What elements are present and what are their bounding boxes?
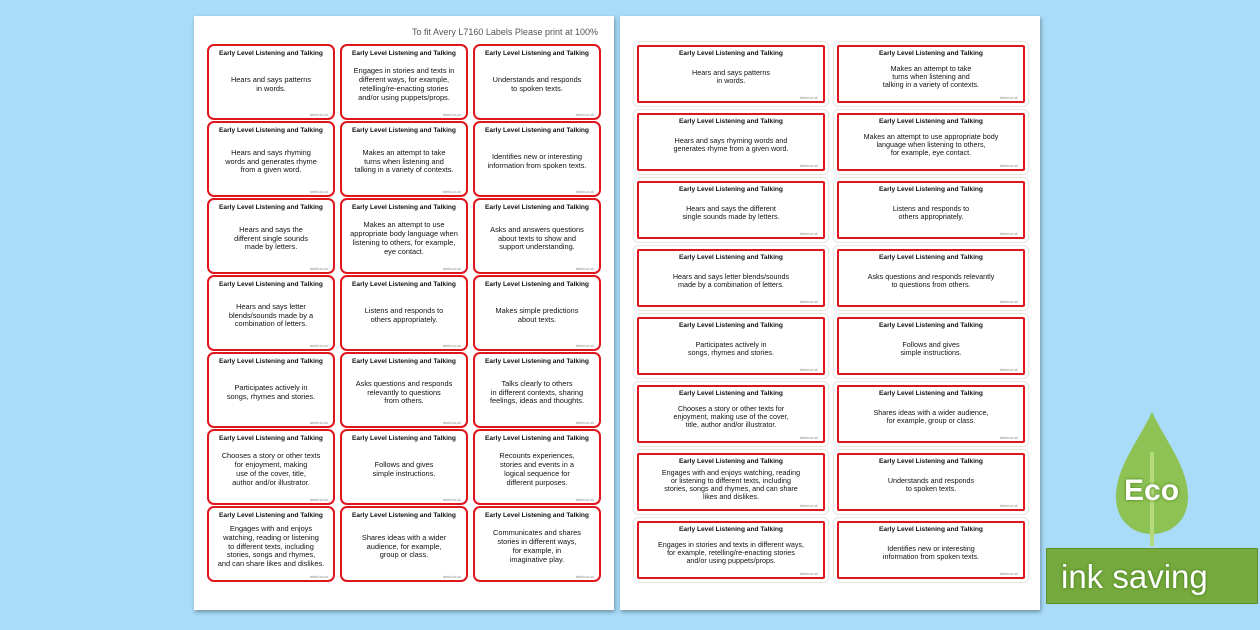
card-watermark: twinkl.co.uk xyxy=(309,344,328,348)
card-watermark: twinkl.co.uk xyxy=(799,572,818,576)
card-title: Early Level Listening and Talking xyxy=(219,512,323,519)
card-title: Early Level Listening and Talking xyxy=(679,50,783,57)
label-card xyxy=(637,113,825,171)
card-text: Makes an attempt to take turns when listening and talking in a variety of contexts. xyxy=(354,147,454,175)
label-card xyxy=(473,429,601,505)
card-title: Early Level Listening and Talking xyxy=(679,254,783,261)
card-text: Hears and says rhyming words and generates rhyme from a given word. xyxy=(225,147,317,175)
card-title: Early Level Listening and Talking xyxy=(219,358,323,365)
card-watermark: twinkl.co.uk xyxy=(575,190,594,194)
card-watermark: twinkl.co.uk xyxy=(309,190,328,194)
card-watermark: twinkl.co.uk xyxy=(575,421,594,425)
label-card xyxy=(637,181,825,239)
card-watermark: twinkl.co.uk xyxy=(999,572,1018,576)
card-title: Early Level Listening and Talking xyxy=(219,50,323,57)
card-watermark: twinkl.co.uk xyxy=(442,575,461,579)
card-watermark: twinkl.co.uk xyxy=(442,113,461,117)
card-text: Talks clearly to others in different contexts, sharing feelings, ideas and thoughts. xyxy=(489,378,585,406)
card-title: Early Level Listening and Talking xyxy=(219,281,323,288)
card-watermark: twinkl.co.uk xyxy=(575,344,594,348)
card-watermark: twinkl.co.uk xyxy=(999,300,1018,304)
card-text: Asks questions and responds relevantly to questions from others. xyxy=(355,378,453,406)
label-card xyxy=(340,506,468,582)
card-title: Early Level Listening and Talking xyxy=(485,358,589,365)
card-watermark: twinkl.co.uk xyxy=(442,421,461,425)
label-card xyxy=(207,44,335,120)
label-card xyxy=(637,521,825,579)
card-text: Engages with and enjoys watching, reading or listening to different texts, including stories, songs and rhymes, and can share likes and dislikes. xyxy=(217,523,325,569)
label-card xyxy=(837,249,1025,307)
label-card xyxy=(637,249,825,307)
print-note: To fit Avery L7160 Labels Please print at 100% xyxy=(412,27,598,37)
label-card xyxy=(207,121,335,197)
card-text: Hears and says patterns in words. xyxy=(692,67,770,85)
label-card xyxy=(207,352,335,428)
card-text: Chooses a story or other texts for enjoyment, making use of the cover, title, author and/or illustrator. xyxy=(673,403,789,430)
card-title: Early Level Listening and Talking xyxy=(679,458,783,465)
card-watermark: twinkl.co.uk xyxy=(799,368,818,372)
label-card xyxy=(837,113,1025,171)
label-sheet-2-column xyxy=(620,16,1040,610)
card-text: Makes an attempt to take turns when listening and talking in a variety of contexts. xyxy=(882,63,980,90)
label-card xyxy=(207,275,335,351)
card-text: Hears and says rhyming words and generates rhyme from a given word. xyxy=(673,135,789,153)
card-watermark: twinkl.co.uk xyxy=(799,164,818,168)
card-watermark: twinkl.co.uk xyxy=(442,498,461,502)
label-card xyxy=(340,44,468,120)
card-title: Early Level Listening and Talking xyxy=(879,458,983,465)
card-text: Identifies new or interesting information from spoken texts. xyxy=(487,152,587,170)
card-text: Identifies new or interesting information from spoken texts. xyxy=(882,543,980,561)
label-card xyxy=(637,317,825,375)
label-card xyxy=(473,352,601,428)
card-title: Early Level Listening and Talking xyxy=(352,281,456,288)
card-title: Early Level Listening and Talking xyxy=(879,254,983,261)
card-title: Early Level Listening and Talking xyxy=(679,390,783,397)
card-title: Early Level Listening and Talking xyxy=(485,281,589,288)
card-watermark: twinkl.co.uk xyxy=(999,232,1018,236)
card-watermark: twinkl.co.uk xyxy=(309,267,328,271)
card-title: Early Level Listening and Talking xyxy=(352,127,456,134)
card-text: Listens and responds to others appropriately. xyxy=(364,306,444,324)
card-text: Listens and responds to others appropriately. xyxy=(892,203,970,221)
card-watermark: twinkl.co.uk xyxy=(799,436,818,440)
label-card xyxy=(637,453,825,511)
label-card xyxy=(473,506,601,582)
label-card xyxy=(207,506,335,582)
card-text: Hears and says patterns in words. xyxy=(230,75,312,93)
card-watermark: twinkl.co.uk xyxy=(999,96,1018,100)
card-title: Early Level Listening and Talking xyxy=(485,127,589,134)
card-title: Early Level Listening and Talking xyxy=(679,186,783,193)
card-title: Early Level Listening and Talking xyxy=(352,204,456,211)
card-text: Asks and answers questions about texts to show and support understanding. xyxy=(490,224,584,252)
card-text: Understands and responds to spoken texts. xyxy=(887,475,975,493)
card-title: Early Level Listening and Talking xyxy=(879,118,983,125)
card-title: Early Level Listening and Talking xyxy=(352,512,456,519)
card-text: Participates actively in songs, rhymes and stories. xyxy=(226,383,316,401)
card-text: Hears and says the different single sounds made by letters. xyxy=(682,203,780,221)
label-card xyxy=(837,453,1025,511)
card-text: Shares ideas with a wider audience, for example, group or class. xyxy=(361,532,447,560)
card-watermark: twinkl.co.uk xyxy=(309,575,328,579)
card-watermark: twinkl.co.uk xyxy=(999,368,1018,372)
card-text: Follows and gives simple instructions. xyxy=(372,460,436,478)
card-title: Early Level Listening and Talking xyxy=(219,127,323,134)
label-card xyxy=(207,198,335,274)
card-watermark: twinkl.co.uk xyxy=(309,421,328,425)
ink-saving-label: ink saving xyxy=(1061,558,1208,595)
card-title: Early Level Listening and Talking xyxy=(485,435,589,442)
label-card xyxy=(340,429,468,505)
card-watermark: twinkl.co.uk xyxy=(575,267,594,271)
label-card xyxy=(837,385,1025,443)
card-text: Makes an attempt to use appropriate body language when listening to others, for example, eye contact. xyxy=(350,220,458,256)
card-text: Hears and says the different single sounds made by letters. xyxy=(234,224,308,252)
card-text: Makes an attempt to use appropriate body language when listening to others, for example, eye contact. xyxy=(863,131,999,158)
label-card xyxy=(637,45,825,103)
card-title: Early Level Listening and Talking xyxy=(485,512,589,519)
card-title: Early Level Listening and Talking xyxy=(679,526,783,533)
label-card xyxy=(837,181,1025,239)
card-text: Hears and says letter blends/sounds made by a combination of letters. xyxy=(228,301,314,329)
card-text: Communicates and shares stories in different ways, for example, in imaginative play. xyxy=(493,528,581,564)
card-watermark: twinkl.co.uk xyxy=(999,164,1018,168)
label-card xyxy=(637,385,825,443)
card-title: Early Level Listening and Talking xyxy=(352,358,456,365)
card-title: Early Level Listening and Talking xyxy=(485,204,589,211)
card-text: Shares ideas with a wider audience, for example, group or class. xyxy=(873,407,989,425)
label-card xyxy=(340,352,468,428)
card-title: Early Level Listening and Talking xyxy=(679,118,783,125)
card-title: Early Level Listening and Talking xyxy=(679,322,783,329)
card-title: Early Level Listening and Talking xyxy=(219,435,323,442)
card-text: Engages with and enjoys watching, reading or listening to different texts, including stories, songs and rhymes, and can share likes and dislikes. xyxy=(661,467,801,502)
label-card xyxy=(340,198,468,274)
card-title: Early Level Listening and Talking xyxy=(352,435,456,442)
card-text: Follows and gives simple instructions. xyxy=(900,339,962,357)
card-watermark: twinkl.co.uk xyxy=(999,504,1018,508)
label-sheet-3-column xyxy=(194,16,614,610)
card-text: Participates actively in songs, rhymes and stories. xyxy=(688,339,774,357)
card-title: Early Level Listening and Talking xyxy=(879,186,983,193)
card-title: Early Level Listening and Talking xyxy=(352,50,456,57)
card-text: Hears and says letter blends/sounds made by a combination of letters. xyxy=(672,271,790,289)
card-watermark: twinkl.co.uk xyxy=(309,113,328,117)
card-title: Early Level Listening and Talking xyxy=(219,204,323,211)
card-watermark: twinkl.co.uk xyxy=(442,190,461,194)
card-text: Chooses a story or other texts for enjoyment, making use of the cover, title, author and/or illustrator. xyxy=(221,451,321,487)
card-watermark: twinkl.co.uk xyxy=(799,300,818,304)
label-card xyxy=(473,44,601,120)
label-card xyxy=(473,198,601,274)
card-title: Early Level Listening and Talking xyxy=(879,50,983,57)
card-title: Early Level Listening and Talking xyxy=(485,50,589,57)
label-card xyxy=(473,121,601,197)
card-watermark: twinkl.co.uk xyxy=(442,344,461,348)
label-card xyxy=(837,317,1025,375)
eco-label: Eco xyxy=(1124,474,1180,507)
card-title: Early Level Listening and Talking xyxy=(879,390,983,397)
card-watermark: twinkl.co.uk xyxy=(575,575,594,579)
card-watermark: twinkl.co.uk xyxy=(799,96,818,100)
card-watermark: twinkl.co.uk xyxy=(799,504,818,508)
card-text: Asks questions and responds relevantly to questions from others. xyxy=(867,271,995,289)
card-watermark: twinkl.co.uk xyxy=(999,436,1018,440)
label-card xyxy=(340,275,468,351)
label-card xyxy=(473,275,601,351)
card-watermark: twinkl.co.uk xyxy=(309,498,328,502)
card-watermark: twinkl.co.uk xyxy=(575,498,594,502)
card-text: Engages in stories and texts in different ways, for example, retelling/re-enacting stories and/or using puppets/props. xyxy=(657,539,805,566)
card-watermark: twinkl.co.uk xyxy=(575,113,594,117)
label-card xyxy=(340,121,468,197)
card-watermark: twinkl.co.uk xyxy=(442,267,461,271)
card-text: Understands and responds to spoken texts. xyxy=(492,75,582,93)
card-text: Makes simple predictions about texts. xyxy=(495,306,579,324)
card-text: Engages in stories and texts in different ways, for example, retelling/re-enacting stories and/or using puppets/props. xyxy=(353,66,455,102)
label-card xyxy=(837,45,1025,103)
card-title: Early Level Listening and Talking xyxy=(879,526,983,533)
label-card xyxy=(837,521,1025,579)
card-watermark: twinkl.co.uk xyxy=(799,232,818,236)
card-title: Early Level Listening and Talking xyxy=(879,322,983,329)
card-text: Recounts experiences, stories and events in a logical sequence for different purposes. xyxy=(499,451,575,487)
ink-saving-badge xyxy=(1046,548,1258,604)
label-card xyxy=(207,429,335,505)
